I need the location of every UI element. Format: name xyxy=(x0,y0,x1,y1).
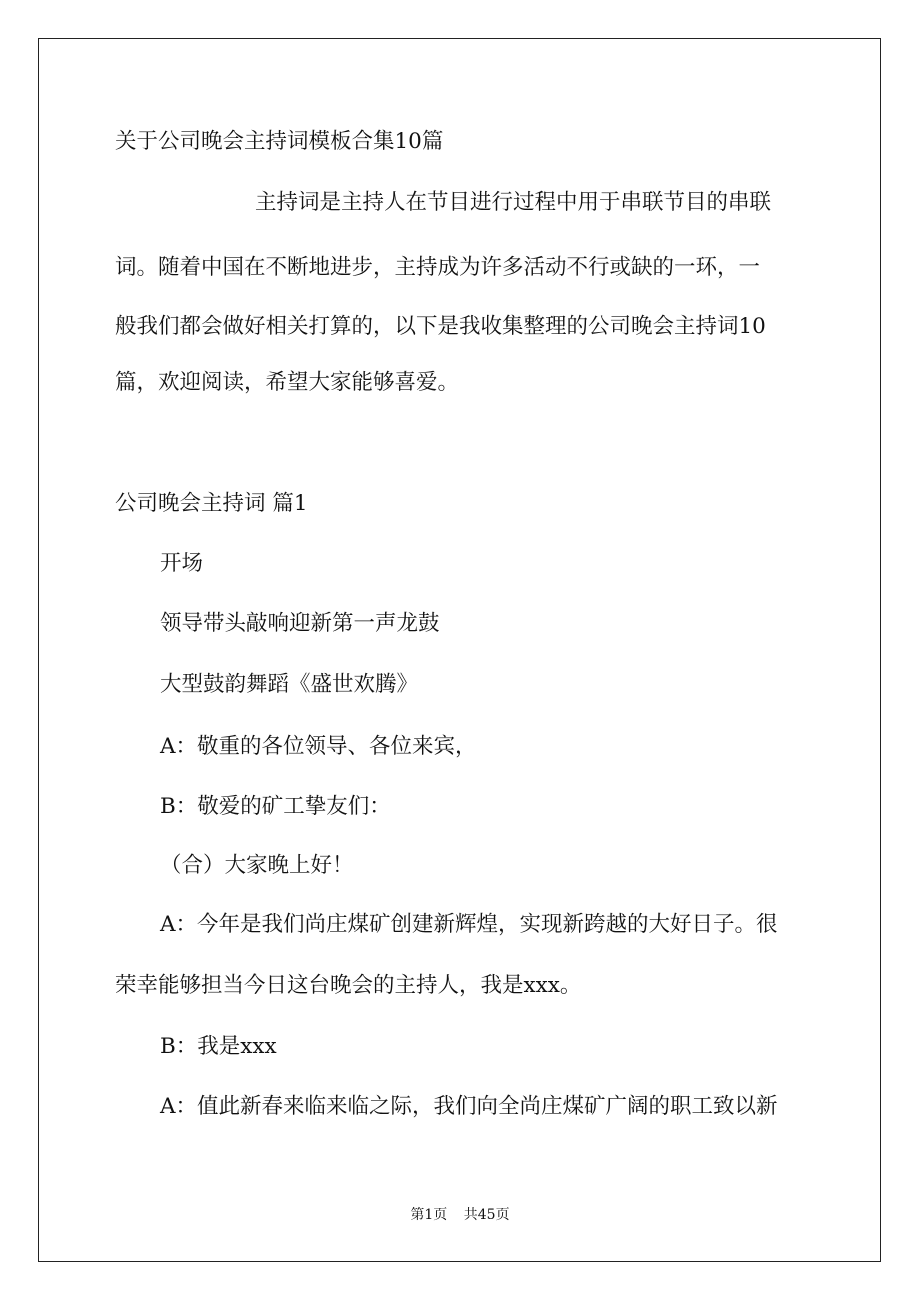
document-title: 关于公司晚会主持词模板合集10篇 xyxy=(115,129,444,154)
page-number: 第1页 xyxy=(410,1207,448,1223)
page-footer xyxy=(0,1206,920,1224)
body-line: 大型鼓韵舞蹈《盛世欢腾》 xyxy=(160,672,419,697)
body-line: 开场 xyxy=(160,551,204,576)
body-line: A：值此新春来临来临之际，我们向全尚庄煤矿广阔的职工致以新 xyxy=(160,1094,778,1119)
body-line: （合）大家晚上好！ xyxy=(160,853,354,878)
intro-line-1: 主持词是主持人在节目进行过程中用于串联节目的串联 xyxy=(255,190,772,215)
body-line: 领导带头敲响迎新第一声龙鼓 xyxy=(160,611,440,636)
intro-line-4: 篇，欢迎阅读，希望大家能够喜爱。 xyxy=(115,370,460,395)
body-line: B：敬爱的矿工挚友们： xyxy=(160,794,391,819)
body-line: B：我是xxx xyxy=(160,1034,277,1059)
page-total: 共45页 xyxy=(463,1207,510,1223)
intro-line-3: 般我们都会做好相关打算的，以下是我收集整理的公司晚会主持词10 xyxy=(115,314,766,339)
page-border xyxy=(38,38,881,1262)
intro-line-2: 词。随着中国在不断地进步，主持成为许多活动不行或缺的一环，一 xyxy=(115,255,761,280)
body-line: A：敬重的各位领导、各位来宾， xyxy=(160,734,477,759)
section-heading: 公司晚会主持词 篇1 xyxy=(115,491,308,516)
body-line: 荣幸能够担当今日这台晚会的主持人，我是xxx。 xyxy=(115,973,582,998)
body-line: A：今年是我们尚庄煤矿创建新辉煌，实现新跨越的大好日子。很 xyxy=(160,912,778,937)
